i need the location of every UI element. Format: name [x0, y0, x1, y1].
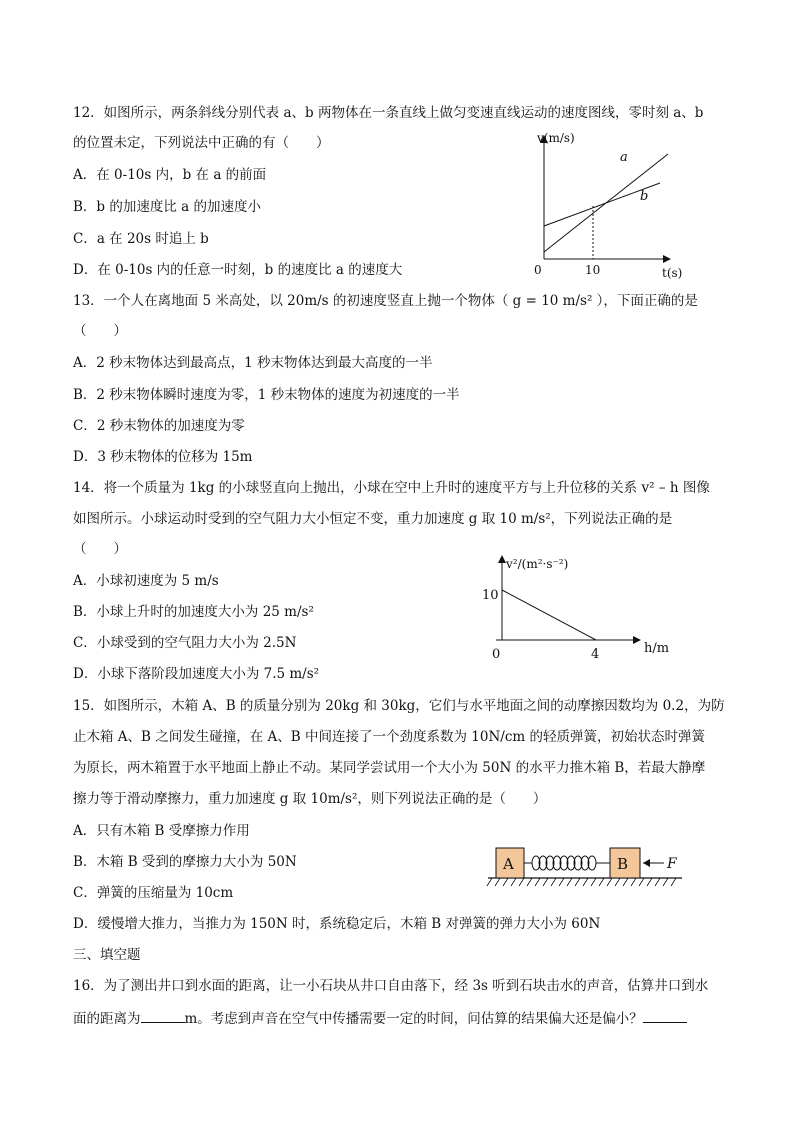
q13-option-b: B．2 秒末物体瞬时速度为零，1 秒末物体的速度为初速度的一半 [73, 387, 460, 403]
q14-ytick-10: 10 [482, 588, 499, 603]
q14-option-a: A．小球初速度为 5 m/s [73, 573, 219, 589]
q12-option-c: C．a 在 20s 时追上 b [73, 231, 209, 247]
q16-blank-2[interactable] [643, 1009, 687, 1023]
q14-stem-line2: 如图所示。小球运动时受到的空气阻力大小恒定不变，重力加速度 g 取 10 m/s²，下列说法正确的是 [73, 511, 673, 527]
q14-origin: 0 [492, 647, 501, 662]
q15-stem-line2: 止木箱 A、B 之间发生碰撞，在 A、B 中间连接了一个劲度系数为 10N/cm 的轻质弹簧，初始状态时弹簧 [73, 729, 705, 745]
q16-text-line2 [73, 1009, 687, 1028]
q15-option-b: B．木箱 B 受到的摩擦力大小为 50N [73, 854, 297, 870]
q14-v2-h-graph [478, 550, 678, 668]
q14-xtick-4: 4 [591, 647, 600, 662]
q12-tick-10: 10 [585, 263, 601, 277]
q15-spring-boxes-figure [486, 840, 686, 890]
q15-box-a-label: A [503, 855, 514, 873]
q12-label-b: b [640, 189, 649, 204]
q16-text-part2: m。考虑到声音在空气中传播需要一定的时间，问估算的结果偏大还是偏小？ [184, 1011, 643, 1027]
q12-option-b: B．b 的加速度比 a 的加速度小 [73, 199, 261, 215]
q15-box-b-label: B [617, 855, 629, 873]
q15-stem-line3: 为原长，两木箱置于水平地面上静止不动。某同学尝试用一个大小为 50N 的水平力推木箱 B，若最大静摩 [73, 760, 706, 776]
q15-option-a: A．只有木箱 B 受摩擦力作用 [73, 823, 250, 839]
q15-stem-line4: 擦力等于滑动摩擦力，重力加速度 g 取 10m/s²，则下列说法正确的是（ ） [73, 791, 547, 807]
q12-xlabel: t(s) [662, 266, 683, 280]
section-3-heading: 三、填空题 [73, 947, 141, 963]
q14-data-line [502, 590, 596, 640]
q16-blank-1[interactable] [141, 1009, 185, 1023]
q12-velocity-graph [520, 128, 690, 283]
q13-option-c: C．2 秒末物体的加速度为零 [73, 418, 245, 434]
q15-stem-line1: 15．如图所示，木箱 A、B 的质量分别为 20kg 和 30kg，它们与水平地面之间的动摩擦因数均为 0.2，为防 [73, 698, 725, 714]
q14-ylabel: v²/(m²·s⁻²) [506, 557, 569, 571]
q16-text-line1: 16．为了测出井口到水面的距离，让一小石块从井口自由落下，经 3s 听到石块击水的声音，估算井口到水 [73, 978, 709, 994]
q13-stem-line1: 13．一个人在离地面 5 米高处，以 20m/s 的初速度竖直上抛一个物体（ g = 10 m/s² ），下面正确的是 [73, 293, 698, 309]
q12-ylabel: v(m/s) [537, 131, 575, 145]
q13-option-d: D．3 秒末物体的位移为 15m [73, 449, 253, 465]
q15-spring [524, 856, 610, 870]
q13-stem-line2: （ ） [73, 323, 127, 339]
q14-stem-line3: （ ） [73, 541, 127, 557]
q15-force-label: F [667, 856, 677, 872]
q14-stem-line1: 14．将一个质量为 1kg 的小球竖直向上抛出，小球在空中上升时的速度平方与上升位移的关系 v² – h 图像 [73, 480, 710, 496]
q12-stem-line2: 的位置未定，下列说法中正确的有（ ） [73, 135, 330, 151]
q14-xlabel: h/m [644, 641, 670, 656]
q12-origin: 0 [534, 263, 542, 277]
q12-option-a: A．在 0-10s 内，b 在 a 的前面 [73, 167, 267, 183]
q14-option-b: B．小球上升时的加速度大小为 25 m/s² [73, 604, 314, 620]
q12-stem-line1: 12．如图所示，两条斜线分别代表 a、b 两物体在一条直线上做匀变速直线运动的速度图线，零时刻 a、b [73, 105, 704, 121]
q12-label-a: a [620, 150, 628, 165]
q12-option-d: D．在 0-10s 内的任意一时刻，b 的速度比 a 的速度大 [73, 262, 403, 278]
q14-option-d: D．小球下落阶段加速度大小为 7.5 m/s² [73, 666, 320, 682]
q14-option-c: C．小球受到的空气阻力大小为 2.5N [73, 635, 297, 651]
q16-text-part1: 面的距离为 [73, 1011, 141, 1027]
q15-option-c: C．弹簧的压缩量为 10cm [73, 885, 234, 901]
q13-option-a: A．2 秒末物体达到最高点，1 秒末物体达到最大高度的一半 [73, 355, 433, 371]
q15-option-d: D．缓慢增大推力，当推力为 150N 时，系统稳定后，木箱 B 对弹簧的弹力大小为 60N [73, 916, 601, 932]
q15-ground-hatching [487, 878, 676, 886]
